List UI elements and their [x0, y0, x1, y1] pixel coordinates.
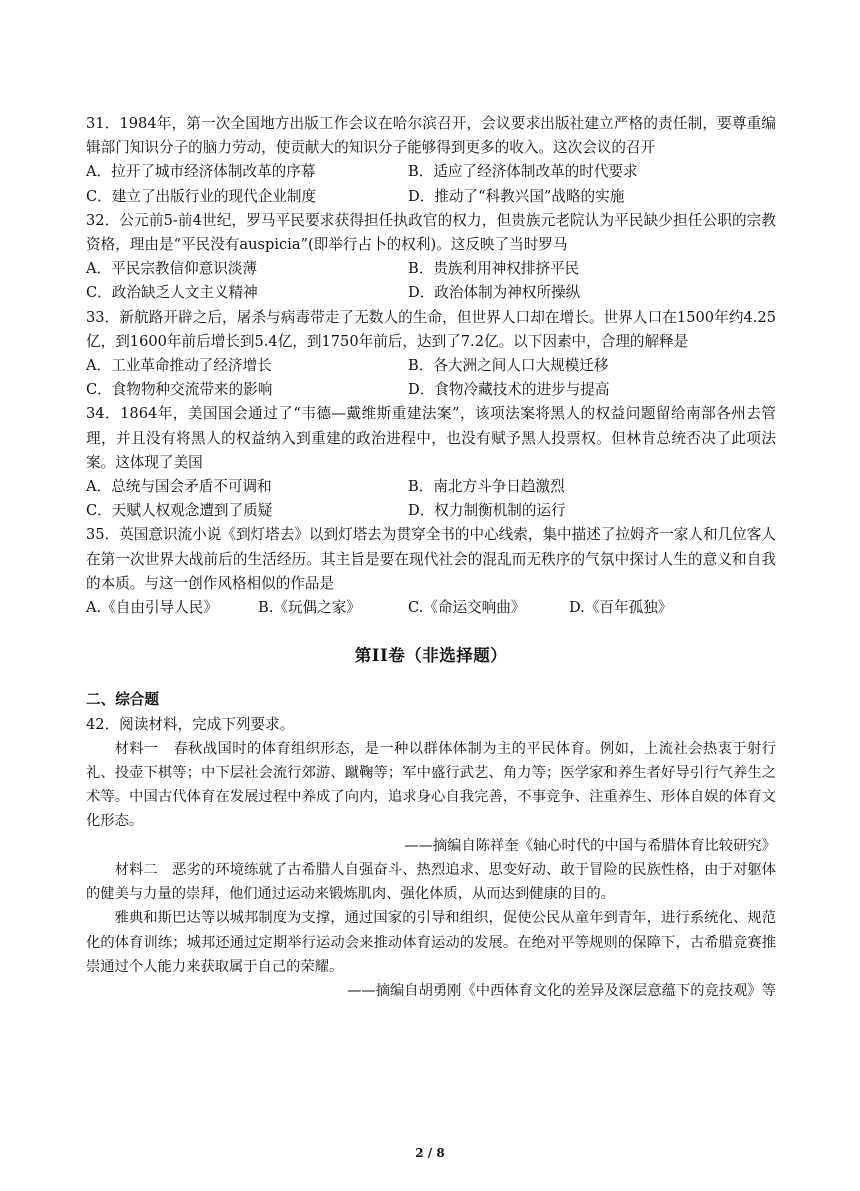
material-one-source: ——摘编自陈祥奎《轴心时代的中国与希腊体育比较研究》	[404, 837, 776, 854]
option-c: C．建立了出版行业的现代企业制度	[86, 187, 317, 205]
option-b: B.《玩偶之家》	[258, 599, 361, 617]
answer-options	[86, 160, 776, 208]
option-a: A．平民宗教信仰意识淡薄	[86, 260, 258, 278]
section-title: 第II卷（非选择题）	[354, 646, 508, 666]
question-stem: 32．公元前5-前4世纪，罗马平民要求获得担任执政官的权力，但贵族元老院认为平民缺少担任公职的宗教资格，理由是“平民没有auspicia”(即举行占卜的权利)。这反映了当时罗马	[86, 211, 776, 254]
answer-options	[86, 354, 776, 402]
option-d: D．权力制衡机制的运行	[408, 502, 566, 520]
material-two-continued: 雅典和斯巴达等以城邦制度为支撑，通过国家的引导和组织，促使公民从童年到青年，进行系统化、规范化的体育训练；城邦还通过定期举行运动会来推动体育运动的发展。在绝对平等规则的保障下，古希腊竞赛推崇通过个人能力来获取属于自己的荣耀。	[86, 910, 776, 975]
question-stem: 34．1864年，美国国会通过了“韦德—戴维斯重建法案”，该项法案将黑人的权益问题留给南部各州去管理，并且没有将黑人的权益纳入到重建的政治进程中，也没有赋予黑人投票权。但林肯总统否决了此项法案。这体现了美国	[86, 405, 776, 471]
option-a: A．拉开了城市经济体制改革的序幕	[86, 163, 316, 181]
question-42-stem: 42．阅读材料，完成下列要求。	[86, 715, 295, 733]
option-a: A．总统与国会矛盾不可调和	[86, 478, 272, 496]
option-a: A．工业革命推动了经济增长	[86, 357, 272, 375]
answer-options	[86, 596, 776, 620]
option-b: B．南北方斗争日趋激烈	[408, 478, 565, 496]
answer-options	[86, 475, 776, 523]
option-d: D．政治体制为神权所操纵	[408, 284, 581, 302]
option-b: B．各大洲之间人口大规模迁移	[408, 357, 609, 375]
question-35	[86, 523, 776, 620]
option-d: D.《百年孤独》	[569, 599, 673, 617]
answer-options	[86, 257, 776, 305]
material-two: 材料二 恶劣的环境练就了古希腊人自强奋斗、热烈追求、思变好动、敢于冒险的民族性格，由于对躯体的健美与力量的崇拜，他们通过运动来锻炼肌肉、强化体质，从而达到健康的目的。	[86, 861, 776, 903]
material-one: 材料一 春秋战国时的体育组织形态，是一种以群体体制为主的平民体育。例如，上流社会热衷于射行礼、投壶下棋等；中下层社会流行郊游、蹴鞠等；军中盛行武艺、角力等；医学家和养生者好导引行气养生之术等。中国古代体育在发展过程中养成了向内，追求身心自我完善，不事竞争、注重养生、形体自娱的体育文化形态。	[86, 740, 776, 830]
question-33	[86, 306, 776, 403]
question-32	[86, 209, 776, 306]
option-c: C.《命运交响曲》	[408, 599, 526, 617]
page-content	[86, 112, 776, 1003]
option-b: B．适应了经济体制改革的时代要求	[408, 163, 638, 181]
material-two-source: ——摘编自胡勇刚《中西体育文化的差异及深层意蕴下的竞技观》等	[347, 982, 776, 999]
option-c: C．食物物种交流带来的影响	[86, 381, 273, 399]
page-number: 2 / 8	[415, 1146, 445, 1160]
question-stem: 31．1984年，第一次全国地方出版工作会议在哈尔滨召开，会议要求出版社建立严格的责任制，要尊重编辑部门知识分子的脑力劳动，使贡献大的知识分子能够得到更多的收入。这次会议的召开	[86, 115, 776, 157]
part-heading: 二、综合题	[86, 691, 159, 709]
question-stem: 33．新航路开辟之后，屠杀与病毒带走了无数人的生命，但世界人口却在增长。世界人口在1500年约4.25亿，到1600年前后增长到5.4亿，到1750年前后，达到了7.2亿。以下因素中，合理的解释是	[86, 308, 776, 350]
option-c: C．天赋人权观念遭到了质疑	[86, 502, 273, 520]
option-c: C．政治缺乏人文主义精神	[86, 284, 258, 302]
question-stem: 35．英国意识流小说《到灯塔去》以到灯塔去为贯穿全书的中心线索，集中描述了拉姆齐一家人和几位客人在第一次世界大战前后的生活经历。其主旨是要在现代社会的混乱而无秩序的气氛中探讨人生的意义和自我的本质。与这一创作风格相似的作品是	[86, 526, 776, 592]
option-d: D．食物冷藏技术的进步与提高	[408, 381, 610, 399]
question-31	[86, 112, 776, 209]
option-d: D．推动了“科教兴国”战略的实施	[408, 187, 625, 205]
question-34	[86, 402, 776, 523]
option-a: A.《自由引导人民》	[86, 599, 218, 617]
option-b: B．贵族利用神权排挤平民	[408, 260, 580, 278]
